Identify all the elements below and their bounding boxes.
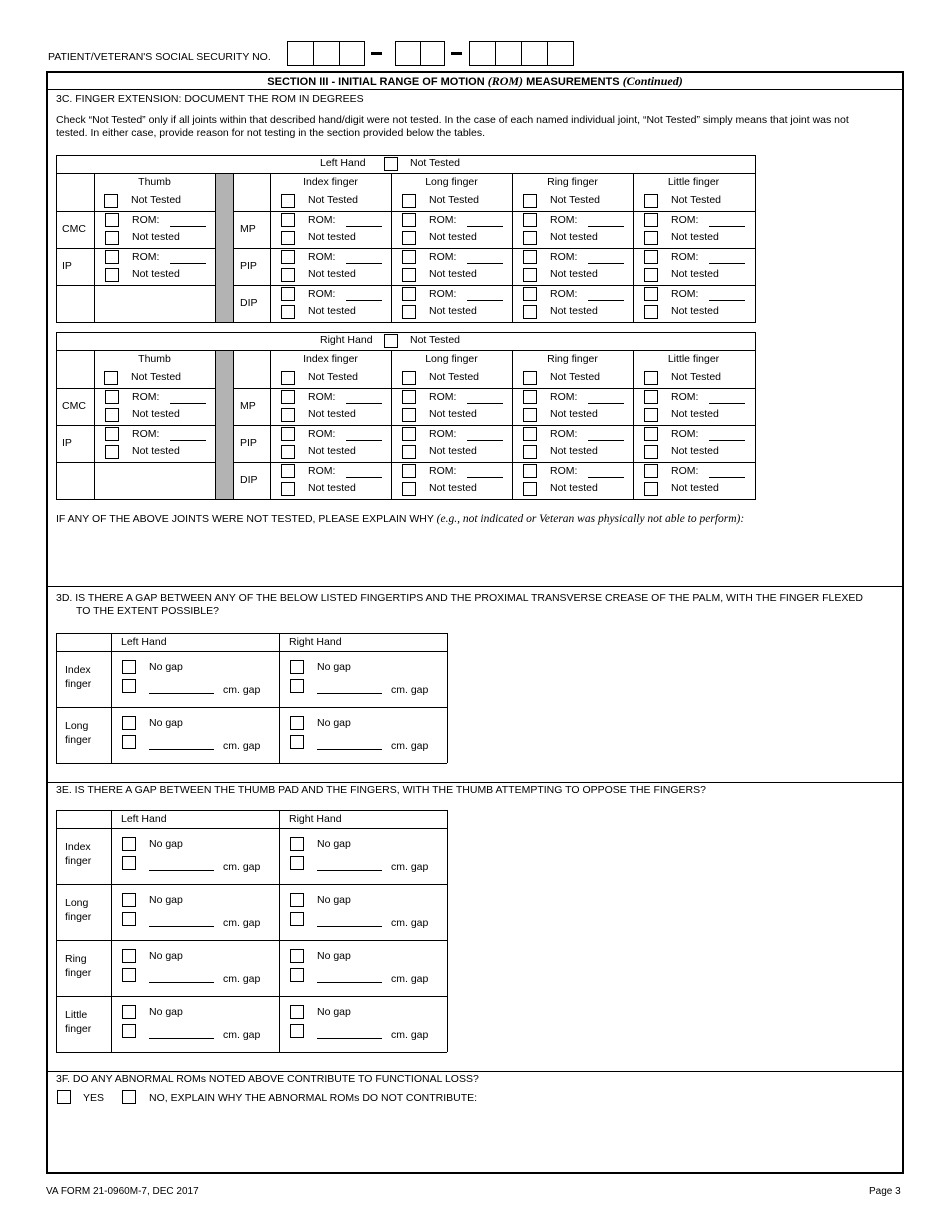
q3e-row-1-left-cm-gap-checkbox[interactable] xyxy=(122,912,136,926)
left-hand-finger-0-joint-0-not-tested-label: Not tested xyxy=(308,231,356,243)
left-hand-thumb-joint-1-not-tested-checkbox[interactable] xyxy=(105,268,119,282)
right-hand-finger-3-joint-0-rom-checkbox[interactable] xyxy=(644,390,658,404)
left-hand-finger-2-not-tested-label: Not Tested xyxy=(550,194,601,206)
q3d-row-0-right-no-gap-checkbox[interactable] xyxy=(290,660,304,674)
q3e-row-1-right-no-gap-label: No gap xyxy=(317,894,351,906)
left-hand-finger-0-joint-2-rom-label: ROM: xyxy=(308,288,336,300)
left-hand-finger-1-joint-1-rom-checkbox[interactable] xyxy=(402,250,416,264)
q3d-heading-line1: 3D. IS THERE A GAP BETWEEN ANY OF THE BELOW LISTED FINGERTIPS AND THE PROXIMAL TRANSVERSE CREASE OF THE PALM, WITH THE FINGER FLEXED xyxy=(56,592,863,604)
left-hand-thumb-joint-1-rom-value[interactable] xyxy=(170,263,206,264)
left-hand-thumb-joint-1-not-tested-label: Not tested xyxy=(132,268,180,280)
right-hand-finger-0-joint-2-rom-value[interactable] xyxy=(346,477,382,478)
q3f-no-label: NO, EXPLAIN WHY THE ABNORMAL ROMs DO NOT CONTRIBUTE: xyxy=(149,1092,478,1104)
right-hand-finger-1-joint-2-rom-label: ROM: xyxy=(429,465,457,477)
left-hand-finger-3-not-tested-checkbox[interactable] xyxy=(644,194,658,208)
right-hand-finger-1-joint-2-not-tested-checkbox[interactable] xyxy=(402,482,416,496)
left-hand-finger-1-not-tested-label: Not Tested xyxy=(429,194,480,206)
left-hand-finger-joint-label-1: PIP xyxy=(240,260,257,272)
left-hand-finger-1-not-tested-checkbox[interactable] xyxy=(402,194,416,208)
q3d-row-1-label-a: Long xyxy=(65,720,89,732)
q3d-row-0-left-cm-gap-value[interactable] xyxy=(149,693,214,694)
left-hand-thumb-joint-label-0: CMC xyxy=(62,223,86,235)
form-id: VA FORM 21-0960M-7, DEC 2017 xyxy=(46,1186,199,1197)
q3d-row-0-right-cm-gap-label: cm. gap xyxy=(391,684,429,696)
left-hand-finger-0-joint-1-not-tested-label: Not tested xyxy=(308,268,356,280)
right-hand-finger-3-joint-2-not-tested-checkbox[interactable] xyxy=(644,482,658,496)
q3e-row-3-left-cm-gap-label: cm. gap xyxy=(223,1029,261,1041)
left-hand-finger-1-joint-0-rom-checkbox[interactable] xyxy=(402,213,416,227)
left-hand-finger-1-joint-1-not-tested-checkbox[interactable] xyxy=(402,268,416,282)
left-hand-finger-2-joint-0-rom-value[interactable] xyxy=(588,226,624,227)
q3e-row-2-right-cm-gap-checkbox[interactable] xyxy=(290,968,304,982)
left-hand-finger-1-joint-2-rom-value[interactable] xyxy=(467,300,503,301)
left-hand-thumb-joint-0-rom-label: ROM: xyxy=(132,214,160,226)
right-hand-finger-2-not-tested-label: Not Tested xyxy=(550,371,601,383)
q3f-heading: 3F. DO ANY ABNORMAL ROMs NOTED ABOVE CONTRIBUTE TO FUNCTIONAL LOSS? xyxy=(56,1073,479,1085)
q3e-row-1-left-no-gap-checkbox[interactable] xyxy=(122,893,136,907)
q3e-row-0-right-no-gap-label: No gap xyxy=(317,838,351,850)
q3e-row-2-left-cm-gap-value[interactable] xyxy=(149,982,214,983)
left-hand-spacer xyxy=(215,174,233,322)
q3e-row-3-right-cm-gap-label: cm. gap xyxy=(391,1029,429,1041)
left-hand-finger-2-joint-2-rom-label: ROM: xyxy=(550,288,578,300)
right-hand-finger-1-joint-1-rom-value[interactable] xyxy=(467,440,503,441)
left-hand-finger-2-joint-2-not-tested-label: Not tested xyxy=(550,305,598,317)
right-hand-hand-label: Right Hand xyxy=(320,334,373,346)
right-hand-finger-1-joint-2-rom-checkbox[interactable] xyxy=(402,464,416,478)
left-hand-finger-2-joint-2-rom-value[interactable] xyxy=(588,300,624,301)
q3d-row-0-left-no-gap-checkbox[interactable] xyxy=(122,660,136,674)
left-hand-finger-0-not-tested-label: Not Tested xyxy=(308,194,359,206)
q3e-row-3-label-b: finger xyxy=(65,1023,92,1035)
left-hand-finger-2-joint-1-rom-checkbox[interactable] xyxy=(523,250,537,264)
left-hand-hand-not-tested-checkbox[interactable] xyxy=(384,157,398,171)
right-hand-finger-2-joint-2-rom-label: ROM: xyxy=(550,465,578,477)
right-hand-finger-2-joint-1-rom-label: ROM: xyxy=(550,428,578,440)
q3e-row-0-left-no-gap-checkbox[interactable] xyxy=(122,837,136,851)
left-hand-finger-0-joint-1-rom-checkbox[interactable] xyxy=(281,250,295,264)
right-hand-finger-0-joint-1-rom-label: ROM: xyxy=(308,428,336,440)
q3d-row-0-label-b: finger xyxy=(65,678,92,690)
right-hand-finger-2-joint-2-not-tested-checkbox[interactable] xyxy=(523,482,537,496)
right-hand-finger-2-not-tested-checkbox[interactable] xyxy=(523,371,537,385)
q3d-row-1-left-cm-gap-value[interactable] xyxy=(149,749,214,750)
right-hand-finger-3-joint-1-not-tested-label: Not tested xyxy=(671,445,719,457)
q3e-row-1-right-cm-gap-value[interactable] xyxy=(317,926,382,927)
q3d-row-1-right-cm-gap-checkbox[interactable] xyxy=(290,735,304,749)
left-hand-finger-2-joint-1-rom-value[interactable] xyxy=(588,263,624,264)
left-hand-finger-0-joint-1-rom-value[interactable] xyxy=(346,263,382,264)
q3c-heading: 3C. FINGER EXTENSION: DOCUMENT THE ROM IN DEGREES xyxy=(56,93,364,105)
right-hand-finger-0-joint-2-rom-checkbox[interactable] xyxy=(281,464,295,478)
q3d-row-1-right-cm-gap-value[interactable] xyxy=(317,749,382,750)
q3e-row-2-label-b: finger xyxy=(65,967,92,979)
left-hand-hand-not-tested-label: Not Tested xyxy=(410,157,461,169)
left-hand-finger-label-2: Ring finger xyxy=(547,176,598,188)
right-hand-finger-1-joint-1-rom-label: ROM: xyxy=(429,428,457,440)
left-hand-finger-3-not-tested-label: Not Tested xyxy=(671,194,722,206)
left-hand-thumb-joint-label-1: IP xyxy=(62,260,72,272)
q3e-row-2-left-cm-gap-checkbox[interactable] xyxy=(122,968,136,982)
left-hand-finger-2-not-tested-checkbox[interactable] xyxy=(523,194,537,208)
left-hand-finger-label-1: Long finger xyxy=(425,176,478,188)
right-hand-finger-0-joint-1-rom-value[interactable] xyxy=(346,440,382,441)
right-hand-thumb-joint-1-rom-checkbox[interactable] xyxy=(105,427,119,441)
right-hand-finger-2-joint-0-rom-label: ROM: xyxy=(550,391,578,403)
q3e-row-2-left-no-gap-label: No gap xyxy=(149,950,183,962)
q3e-row-2-right-no-gap-checkbox[interactable] xyxy=(290,949,304,963)
q3f-no-checkbox[interactable] xyxy=(122,1090,136,1104)
right-hand-hand-not-tested-checkbox[interactable] xyxy=(384,334,398,348)
q3e-row-3-left-cm-gap-value[interactable] xyxy=(149,1038,214,1039)
left-hand-finger-3-joint-0-not-tested-checkbox[interactable] xyxy=(644,231,658,245)
right-hand-thumb-joint-0-not-tested-label: Not tested xyxy=(132,408,180,420)
right-hand-finger-1-joint-0-not-tested-label: Not tested xyxy=(429,408,477,420)
q3d-col-left: Left Hand xyxy=(121,636,167,648)
left-hand-finger-3-joint-2-not-tested-label: Not tested xyxy=(671,305,719,317)
right-hand-finger-1-joint-0-rom-label: ROM: xyxy=(429,391,457,403)
q3e-row-2-right-no-gap-label: No gap xyxy=(317,950,351,962)
q3e-col-left: Left Hand xyxy=(121,813,167,825)
right-hand-finger-3-joint-1-rom-value[interactable] xyxy=(709,440,745,441)
right-hand-finger-label-2: Ring finger xyxy=(547,353,598,365)
right-hand-finger-1-joint-2-not-tested-label: Not tested xyxy=(429,482,477,494)
right-hand-thumb-joint-1-not-tested-checkbox[interactable] xyxy=(105,445,119,459)
q3d-row-1-left-no-gap-label: No gap xyxy=(149,717,183,729)
left-hand-finger-1-joint-1-not-tested-label: Not tested xyxy=(429,268,477,280)
right-hand-finger-3-not-tested-label: Not Tested xyxy=(671,371,722,383)
left-hand-finger-1-joint-0-rom-value[interactable] xyxy=(467,226,503,227)
left-hand-finger-1-joint-0-rom-label: ROM: xyxy=(429,214,457,226)
right-hand-finger-2-joint-0-rom-checkbox[interactable] xyxy=(523,390,537,404)
left-hand-finger-0-joint-0-not-tested-checkbox[interactable] xyxy=(281,231,295,245)
q3e-row-0-right-cm-gap-value[interactable] xyxy=(317,870,382,871)
q3c-explain-field[interactable] xyxy=(56,530,896,582)
left-hand-finger-label-3: Little finger xyxy=(667,176,720,188)
left-hand-finger-2-joint-1-not-tested-checkbox[interactable] xyxy=(523,268,537,282)
q3e-row-1-right-cm-gap-label: cm. gap xyxy=(391,917,429,929)
q3e-row-3-left-no-gap-label: No gap xyxy=(149,1006,183,1018)
right-hand-finger-0-joint-0-rom-label: ROM: xyxy=(308,391,336,403)
right-hand-finger-0-not-tested-label: Not Tested xyxy=(308,371,359,383)
right-hand-hand-not-tested-label: Not Tested xyxy=(410,334,461,346)
section-title: SECTION III - INITIAL RANGE OF MOTION (ROM) MEASUREMENTS (Continued) xyxy=(267,74,683,88)
right-hand-finger-3-joint-2-rom-label: ROM: xyxy=(671,465,699,477)
page-number: Page 3 xyxy=(869,1186,901,1197)
left-hand-finger-3-joint-1-rom-label: ROM: xyxy=(671,251,699,263)
right-hand-finger-0-joint-0-not-tested-label: Not tested xyxy=(308,408,356,420)
right-hand-finger-joint-label-1: PIP xyxy=(240,437,257,449)
q3e-row-2-left-no-gap-checkbox[interactable] xyxy=(122,949,136,963)
left-hand-finger-1-joint-2-rom-label: ROM: xyxy=(429,288,457,300)
right-hand-thumb-joint-1-not-tested-label: Not tested xyxy=(132,445,180,457)
left-hand-finger-0-not-tested-checkbox[interactable] xyxy=(281,194,295,208)
right-hand-thumb-joint-label-0: CMC xyxy=(62,400,86,412)
right-hand-thumb-joint-label-1: IP xyxy=(62,437,72,449)
q3d-row-1-left-no-gap-checkbox[interactable] xyxy=(122,716,136,730)
left-hand-finger-3-joint-2-rom-checkbox[interactable] xyxy=(644,287,658,301)
q3e-row-1-right-no-gap-checkbox[interactable] xyxy=(290,893,304,907)
q3e-row-2-label-a: Ring xyxy=(65,953,87,965)
left-hand-finger-0-joint-2-rom-value[interactable] xyxy=(346,300,382,301)
left-hand-finger-0-joint-0-rom-value[interactable] xyxy=(346,226,382,227)
right-hand-thumb-not-tested-checkbox[interactable] xyxy=(104,371,118,385)
right-hand-finger-3-joint-1-rom-label: ROM: xyxy=(671,428,699,440)
q3d-row-1-right-no-gap-checkbox[interactable] xyxy=(290,716,304,730)
ssn-field-part1[interactable] xyxy=(287,41,365,66)
q3d-row-0-right-cm-gap-checkbox[interactable] xyxy=(290,679,304,693)
right-hand-finger-2-joint-1-not-tested-checkbox[interactable] xyxy=(523,445,537,459)
left-hand-finger-0-joint-0-rom-label: ROM: xyxy=(308,214,336,226)
left-hand-finger-1-joint-0-not-tested-checkbox[interactable] xyxy=(402,231,416,245)
q3d-row-0-left-no-gap-label: No gap xyxy=(149,661,183,673)
q3d-row-1-left-cm-gap-label: cm. gap xyxy=(223,740,261,752)
ssn-label: PATIENT/VETERAN'S SOCIAL SECURITY NO. xyxy=(48,51,271,63)
left-hand-finger-3-joint-0-rom-label: ROM: xyxy=(671,214,699,226)
left-hand-finger-0-joint-2-not-tested-label: Not tested xyxy=(308,305,356,317)
left-hand-thumb-joint-0-rom-checkbox[interactable] xyxy=(105,213,119,227)
right-hand-finger-0-joint-2-not-tested-checkbox[interactable] xyxy=(281,482,295,496)
left-hand-thumb-joint-1-rom-checkbox[interactable] xyxy=(105,250,119,264)
q3e-row-3-right-no-gap-label: No gap xyxy=(317,1006,351,1018)
right-hand-finger-label-1: Long finger xyxy=(425,353,478,365)
q3e-row-1-left-cm-gap-label: cm. gap xyxy=(223,917,261,929)
q3e-row-0-label-b: finger xyxy=(65,855,92,867)
q3d-col-right: Right Hand xyxy=(289,636,342,648)
q3e-row-0-left-cm-gap-value[interactable] xyxy=(149,870,214,871)
right-hand-finger-3-joint-0-rom-label: ROM: xyxy=(671,391,699,403)
left-hand-finger-joint-label-2: DIP xyxy=(240,297,258,309)
left-hand-finger-2-joint-0-not-tested-checkbox[interactable] xyxy=(523,231,537,245)
q3e-row-3-right-no-gap-checkbox[interactable] xyxy=(290,1005,304,1019)
q3d-row-0-right-cm-gap-value[interactable] xyxy=(317,693,382,694)
right-hand-finger-3-joint-1-not-tested-checkbox[interactable] xyxy=(644,445,658,459)
q3e-row-1-label-b: finger xyxy=(65,911,92,923)
q3e-row-1-right-cm-gap-checkbox[interactable] xyxy=(290,912,304,926)
right-hand-spacer xyxy=(215,351,233,499)
left-hand-hand-label: Left Hand xyxy=(320,157,366,169)
left-hand-finger-3-joint-1-rom-value[interactable] xyxy=(709,263,745,264)
left-hand-finger-1-joint-2-not-tested-checkbox[interactable] xyxy=(402,305,416,319)
right-hand-finger-3-joint-1-rom-checkbox[interactable] xyxy=(644,427,658,441)
right-hand-thumb-joint-0-rom-label: ROM: xyxy=(132,391,160,403)
right-hand-thumb-joint-1-rom-value[interactable] xyxy=(170,440,206,441)
right-hand-finger-3-joint-2-rom-value[interactable] xyxy=(709,477,745,478)
right-hand-finger-1-joint-1-rom-checkbox[interactable] xyxy=(402,427,416,441)
left-hand-finger-1-joint-1-rom-value[interactable] xyxy=(467,263,503,264)
right-hand-finger-joint-label-0: MP xyxy=(240,400,256,412)
right-hand-finger-2-joint-1-rom-checkbox[interactable] xyxy=(523,427,537,441)
right-hand-finger-2-joint-1-rom-value[interactable] xyxy=(588,440,624,441)
left-hand-finger-0-joint-2-not-tested-checkbox[interactable] xyxy=(281,305,295,319)
q3e-row-0-left-no-gap-label: No gap xyxy=(149,838,183,850)
q3d-row-1-left-cm-gap-checkbox[interactable] xyxy=(122,735,136,749)
right-hand-thumb-joint-0-rom-value[interactable] xyxy=(170,403,206,404)
left-hand-finger-3-joint-1-not-tested-label: Not tested xyxy=(671,268,719,280)
right-hand-thumb-not-tested-label: Not Tested xyxy=(131,371,182,383)
q3e-row-3-label-a: Little xyxy=(65,1009,88,1021)
right-hand-finger-0-joint-1-rom-checkbox[interactable] xyxy=(281,427,295,441)
q3e-row-0-left-cm-gap-label: cm. gap xyxy=(223,861,261,873)
right-hand-finger-1-not-tested-checkbox[interactable] xyxy=(402,371,416,385)
right-hand-finger-3-joint-0-not-tested-checkbox[interactable] xyxy=(644,408,658,422)
q3d-row-0-left-cm-gap-checkbox[interactable] xyxy=(122,679,136,693)
right-hand-finger-0-joint-1-not-tested-checkbox[interactable] xyxy=(281,445,295,459)
right-hand-finger-label-0: Index finger xyxy=(303,353,358,365)
left-hand-thumb-not-tested-label: Not Tested xyxy=(131,194,182,206)
right-hand-finger-0-joint-2-not-tested-label: Not tested xyxy=(308,482,356,494)
right-hand-finger-1-joint-1-not-tested-label: Not tested xyxy=(429,445,477,457)
q3e-col-right: Right Hand xyxy=(289,813,342,825)
q3f-yes-checkbox[interactable] xyxy=(57,1090,71,1104)
q3e-row-0-right-cm-gap-label: cm. gap xyxy=(391,861,429,873)
left-hand-finger-3-joint-2-rom-value[interactable] xyxy=(709,300,745,301)
right-hand-thumb-label: Thumb xyxy=(138,353,171,365)
right-hand-finger-2-joint-2-not-tested-label: Not tested xyxy=(550,482,598,494)
left-hand-finger-1-joint-2-rom-checkbox[interactable] xyxy=(402,287,416,301)
q3e-row-1-label-a: Long xyxy=(65,897,89,909)
right-hand-finger-3-joint-2-rom-checkbox[interactable] xyxy=(644,464,658,478)
q3d-row-0-label-a: Index xyxy=(65,664,91,676)
right-hand-finger-joint-label-2: DIP xyxy=(240,474,258,486)
left-hand-finger-3-joint-0-rom-checkbox[interactable] xyxy=(644,213,658,227)
left-hand-thumb-joint-0-rom-value[interactable] xyxy=(170,226,206,227)
right-hand-finger-1-joint-0-rom-checkbox[interactable] xyxy=(402,390,416,404)
left-hand-finger-2-joint-2-rom-checkbox[interactable] xyxy=(523,287,537,301)
q3e-row-3-right-cm-gap-value[interactable] xyxy=(317,1038,382,1039)
right-hand-finger-3-joint-0-not-tested-label: Not tested xyxy=(671,408,719,420)
left-hand-thumb-joint-1-rom-label: ROM: xyxy=(132,251,160,263)
q3d-heading-line2: TO THE EXTENT POSSIBLE? xyxy=(76,605,219,617)
right-hand-thumb-joint-0-rom-checkbox[interactable] xyxy=(105,390,119,404)
left-hand-finger-label-0: Index finger xyxy=(303,176,358,188)
right-hand-finger-0-joint-0-not-tested-checkbox[interactable] xyxy=(281,408,295,422)
right-hand-finger-0-joint-0-rom-value[interactable] xyxy=(346,403,382,404)
right-hand-finger-1-not-tested-label: Not Tested xyxy=(429,371,480,383)
right-hand-finger-3-joint-0-rom-value[interactable] xyxy=(709,403,745,404)
right-hand-finger-1-joint-1-not-tested-checkbox[interactable] xyxy=(402,445,416,459)
left-hand-thumb-joint-0-not-tested-checkbox[interactable] xyxy=(105,231,119,245)
q3e-row-2-right-cm-gap-label: cm. gap xyxy=(391,973,429,985)
right-hand-finger-2-joint-0-not-tested-label: Not tested xyxy=(550,408,598,420)
q3d-row-1-label-b: finger xyxy=(65,734,92,746)
left-hand-finger-3-joint-1-not-tested-checkbox[interactable] xyxy=(644,268,658,282)
right-hand-finger-label-3: Little finger xyxy=(667,353,720,365)
left-hand-finger-3-joint-1-rom-checkbox[interactable] xyxy=(644,250,658,264)
q3f-explain-field[interactable] xyxy=(56,1110,896,1168)
left-hand-finger-0-joint-0-rom-checkbox[interactable] xyxy=(281,213,295,227)
q3e-row-2-left-cm-gap-label: cm. gap xyxy=(223,973,261,985)
right-hand-finger-1-joint-2-rom-value[interactable] xyxy=(467,477,503,478)
q3e-row-0-left-cm-gap-checkbox[interactable] xyxy=(122,856,136,870)
q3d-row-0-right-no-gap-label: No gap xyxy=(317,661,351,673)
left-hand-finger-2-joint-2-not-tested-checkbox[interactable] xyxy=(523,305,537,319)
left-hand-finger-2-joint-1-rom-label: ROM: xyxy=(550,251,578,263)
q3e-row-1-left-cm-gap-value[interactable] xyxy=(149,926,214,927)
right-hand-finger-2-joint-2-rom-checkbox[interactable] xyxy=(523,464,537,478)
right-hand-finger-2-joint-0-not-tested-checkbox[interactable] xyxy=(523,408,537,422)
right-hand-finger-0-not-tested-checkbox[interactable] xyxy=(281,371,295,385)
q3e-row-3-left-no-gap-checkbox[interactable] xyxy=(122,1005,136,1019)
right-hand-finger-2-joint-2-rom-value[interactable] xyxy=(588,477,624,478)
q3c-explain-prompt: IF ANY OF THE ABOVE JOINTS WERE NOT TESTED, PLEASE EXPLAIN WHY (e.g., not indicated or Veteran was physically not able to perform): xyxy=(56,513,745,525)
left-hand-finger-0-joint-2-rom-checkbox[interactable] xyxy=(281,287,295,301)
q3e-row-1-left-no-gap-label: No gap xyxy=(149,894,183,906)
q3d-row-1-right-cm-gap-label: cm. gap xyxy=(391,740,429,752)
right-hand-finger-3-joint-2-not-tested-label: Not tested xyxy=(671,482,719,494)
q3e-row-3-right-cm-gap-checkbox[interactable] xyxy=(290,1024,304,1038)
left-hand-finger-0-joint-1-rom-label: ROM: xyxy=(308,251,336,263)
right-hand-finger-0-joint-1-not-tested-label: Not tested xyxy=(308,445,356,457)
left-hand-thumb-label: Thumb xyxy=(138,176,171,188)
left-hand-finger-1-joint-2-not-tested-label: Not tested xyxy=(429,305,477,317)
left-hand-finger-2-joint-0-rom-checkbox[interactable] xyxy=(523,213,537,227)
q3c-instruction-line1: Check “Not Tested” only if all joints within that described hand/digit were not tested. In the case of each named individual joint, “Not Tested” simply means that joint was not xyxy=(56,114,849,126)
q3f-yes-label: YES xyxy=(83,1092,105,1104)
right-hand-thumb-joint-1-rom-label: ROM: xyxy=(132,428,160,440)
q3e-row-0-right-cm-gap-checkbox[interactable] xyxy=(290,856,304,870)
left-hand-finger-0-joint-1-not-tested-checkbox[interactable] xyxy=(281,268,295,282)
left-hand-finger-3-joint-2-rom-label: ROM: xyxy=(671,288,699,300)
q3e-row-3-left-cm-gap-checkbox[interactable] xyxy=(122,1024,136,1038)
right-hand-finger-2-joint-0-rom-value[interactable] xyxy=(588,403,624,404)
q3d-row-1-right-no-gap-label: No gap xyxy=(317,717,351,729)
left-hand-thumb-joint-0-not-tested-label: Not tested xyxy=(132,231,180,243)
left-hand-finger-joint-label-0: MP xyxy=(240,223,256,235)
left-hand-finger-3-joint-2-not-tested-checkbox[interactable] xyxy=(644,305,658,319)
q3e-row-0-right-no-gap-checkbox[interactable] xyxy=(290,837,304,851)
q3e-row-2-right-cm-gap-value[interactable] xyxy=(317,982,382,983)
q3e-row-0-label-a: Index xyxy=(65,841,91,853)
left-hand-finger-3-joint-0-rom-value[interactable] xyxy=(709,226,745,227)
left-hand-finger-2-joint-0-not-tested-label: Not tested xyxy=(550,231,598,243)
right-hand-finger-2-joint-1-not-tested-label: Not tested xyxy=(550,445,598,457)
q3e-heading: 3E. IS THERE A GAP BETWEEN THE THUMB PAD AND THE FINGERS, WITH THE THUMB ATTEMPTING TO OPPOSE THE FINGERS? xyxy=(56,784,706,796)
left-hand-finger-1-joint-1-rom-label: ROM: xyxy=(429,251,457,263)
right-hand-finger-1-joint-0-not-tested-checkbox[interactable] xyxy=(402,408,416,422)
left-hand-finger-2-joint-1-not-tested-label: Not tested xyxy=(550,268,598,280)
left-hand-finger-3-joint-0-not-tested-label: Not tested xyxy=(671,231,719,243)
left-hand-thumb-not-tested-checkbox[interactable] xyxy=(104,194,118,208)
q3c-instruction-line2: tested. In either case, provide reason for not testing in the section provided below the tables. xyxy=(56,127,486,139)
left-hand-finger-2-joint-0-rom-label: ROM: xyxy=(550,214,578,226)
right-hand-finger-1-joint-0-rom-value[interactable] xyxy=(467,403,503,404)
right-hand-finger-0-joint-2-rom-label: ROM: xyxy=(308,465,336,477)
right-hand-finger-3-not-tested-checkbox[interactable] xyxy=(644,371,658,385)
q3d-row-0-left-cm-gap-label: cm. gap xyxy=(223,684,261,696)
left-hand-finger-1-joint-0-not-tested-label: Not tested xyxy=(429,231,477,243)
right-hand-thumb-joint-0-not-tested-checkbox[interactable] xyxy=(105,408,119,422)
right-hand-finger-0-joint-0-rom-checkbox[interactable] xyxy=(281,390,295,404)
